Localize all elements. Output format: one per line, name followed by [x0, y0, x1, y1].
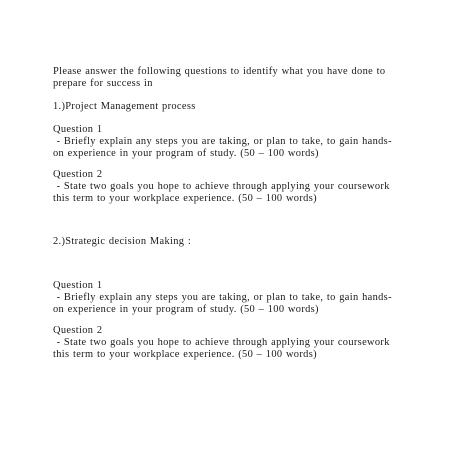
question-body: - Briefly explain any steps you are taking, or plan to take, to gain hands-on experience in your program of study. (50 – 100 words)	[53, 292, 392, 315]
question-title: Question 1	[53, 124, 103, 135]
intro-text: Please answer the following questions to identify what you have done to prepare for success in	[53, 66, 389, 89]
question-body: - State two goals you hope to achieve through applying your coursework this term to your workplace experience. (50 – 100 words)	[53, 181, 394, 204]
section-heading: 1.)Project Management process	[53, 101, 196, 112]
section-project-management	[53, 101, 398, 205]
question-block	[53, 325, 398, 361]
question-body: - State two goals you hope to achieve through applying your coursework this term to your workplace experience. (50 – 100 words)	[53, 337, 394, 360]
question-block	[53, 280, 398, 316]
question-title: Question 2	[53, 325, 103, 336]
question-title: Question 2	[53, 169, 103, 180]
spacer	[53, 259, 398, 280]
question-title: Question 1	[53, 280, 103, 291]
section-strategic-decision-making	[53, 236, 398, 361]
section-heading: 2.)Strategic decision Making :	[53, 236, 192, 247]
spacer	[53, 214, 398, 236]
question-block	[53, 169, 398, 205]
document-page	[53, 66, 398, 370]
question-block	[53, 124, 398, 160]
question-body: - Briefly explain any steps you are taking, or plan to take, to gain hands-on experience in your program of study. (50 – 100 words)	[53, 136, 392, 159]
